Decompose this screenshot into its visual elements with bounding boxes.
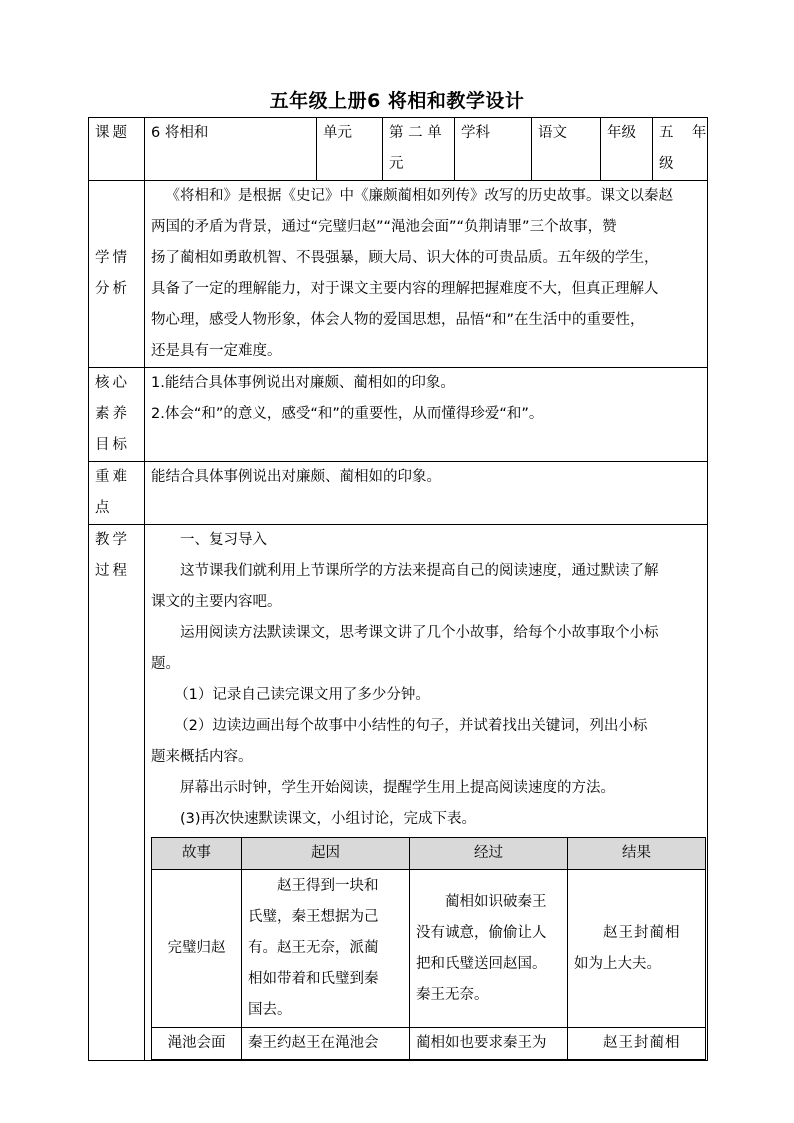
unit-value — [383, 118, 455, 181]
process-paragraph: 运用阅读方法默读课文，思考课文讲了几个小故事，给每个小故事取个小标 — [180, 625, 659, 641]
topic-label: 课题 — [89, 118, 145, 181]
analysis-line: 物心理，感受人物形象，体会人物的爱国思想，品悟“和”在生活中的重要性， — [151, 312, 645, 328]
story-cause: 赵王得到一块和 氏璧，秦王想据为己 有。赵王无奈，派蔺 相如带着和氏璧到秦 国去。 — [242, 870, 410, 1028]
goal-item: 2.体会“和”的意义，感受“和”的重要性，从而懂得珍爱“和”。 — [151, 406, 544, 422]
grade-value — [653, 118, 708, 181]
goals-row — [89, 368, 708, 462]
table-row — [152, 870, 706, 1028]
unit-label: 单元 — [317, 118, 383, 181]
topic-value: 6 将相和 — [145, 118, 317, 181]
grade-value-line1: 五 年 — [659, 125, 707, 141]
process-paragraph: 这节课我们就利用上节课所学的方法来提高自己的阅读速度，通过默读了解 — [180, 563, 659, 579]
goals-label: 核心 素养 目标 — [89, 368, 145, 462]
grade-label: 年级 — [601, 118, 653, 181]
section-heading: 一、复习导入 — [180, 532, 267, 548]
subject-value: 语文 — [532, 118, 601, 181]
process-paragraph-cont: 题。 — [151, 656, 180, 672]
key-points-row — [89, 462, 708, 525]
header-row — [89, 118, 708, 181]
process-step: (3)再次快速默读课文，小组讨论，完成下表。 — [180, 811, 477, 827]
story-process: 蔺相如识破秦王 没有诚意，偷偷让人 把和氏璧送回赵国。 秦王无奈。 — [410, 870, 568, 1028]
header-story: 故事 — [152, 838, 242, 870]
table-row — [152, 1028, 706, 1060]
analysis-line: 两国的矛盾为背景，通过“完璧归赵”“渑池会面”“负荆请罪”三个故事，赞 — [151, 219, 617, 235]
story-name: 完璧归赵 — [152, 870, 242, 1028]
analysis-line: 具备了一定的理解能力，对于课文主要内容的理解把握难度不大，但真正理解人 — [151, 281, 659, 297]
lesson-plan-table — [88, 117, 708, 1061]
goal-item: 1.能结合具体事例说出对廉颇、蔺相如的印象。 — [151, 375, 455, 391]
analysis-line: 扬了蔺相如勇敢机智、不畏强暴，顾大局、识大体的可贵品质。五年级的学生， — [151, 250, 659, 266]
header-cause: 起因 — [242, 838, 410, 870]
process-step: （2）边读边画出每个故事中小结性的句子，并试着找出关键词，列出小标 — [174, 718, 648, 734]
process-content — [145, 525, 708, 1061]
page-title: 五年级上册6 将相和教学设计 — [269, 90, 525, 112]
key-points-label: 重难 点 — [89, 462, 145, 525]
analysis-line: 《将相和》是根据《史记》中《廉颇蔺相如列传》改写的历史故事。课文以秦赵 — [165, 188, 673, 204]
subject-label: 学科 — [455, 118, 532, 181]
process-paragraph: 屏幕出示时钟，学生开始阅读，提醒学生用上提高阅读速度的方法。 — [180, 780, 615, 796]
grade-value-line2: 级 — [659, 156, 674, 172]
unit-value-line2: 元 — [389, 156, 404, 172]
story-table-header — [152, 838, 706, 870]
story-table — [151, 837, 706, 1060]
story-result: 赵王封蔺相 — [568, 1028, 706, 1060]
process-paragraph-cont: 课文的主要内容吧。 — [151, 594, 282, 610]
analysis-line: 还是具有一定难度。 — [151, 343, 282, 359]
analysis-label: 学情 分析 — [89, 181, 145, 368]
analysis-row — [89, 181, 708, 368]
story-result: 赵王封蔺相 如为上大夫。 — [568, 870, 706, 1028]
process-label: 教学 过程 — [89, 525, 145, 1061]
analysis-content — [145, 181, 708, 368]
story-process: 蔺相如也要求秦王为 — [410, 1028, 568, 1060]
goals-content — [145, 368, 708, 462]
key-points-content: 能结合具体事例说出对廉颇、蔺相如的印象。 — [145, 462, 708, 525]
header-process: 经过 — [410, 838, 568, 870]
header-result: 结果 — [568, 838, 706, 870]
process-row — [89, 525, 708, 1061]
unit-value-line1: 第 二 单 — [389, 125, 442, 141]
process-step-cont: 题来概括内容。 — [151, 749, 253, 765]
story-name: 渑池会面 — [152, 1028, 242, 1060]
story-cause: 秦王约赵王在渑池会 — [242, 1028, 410, 1060]
process-step: （1）记录自己读完课文用了多少分钟。 — [174, 687, 430, 703]
